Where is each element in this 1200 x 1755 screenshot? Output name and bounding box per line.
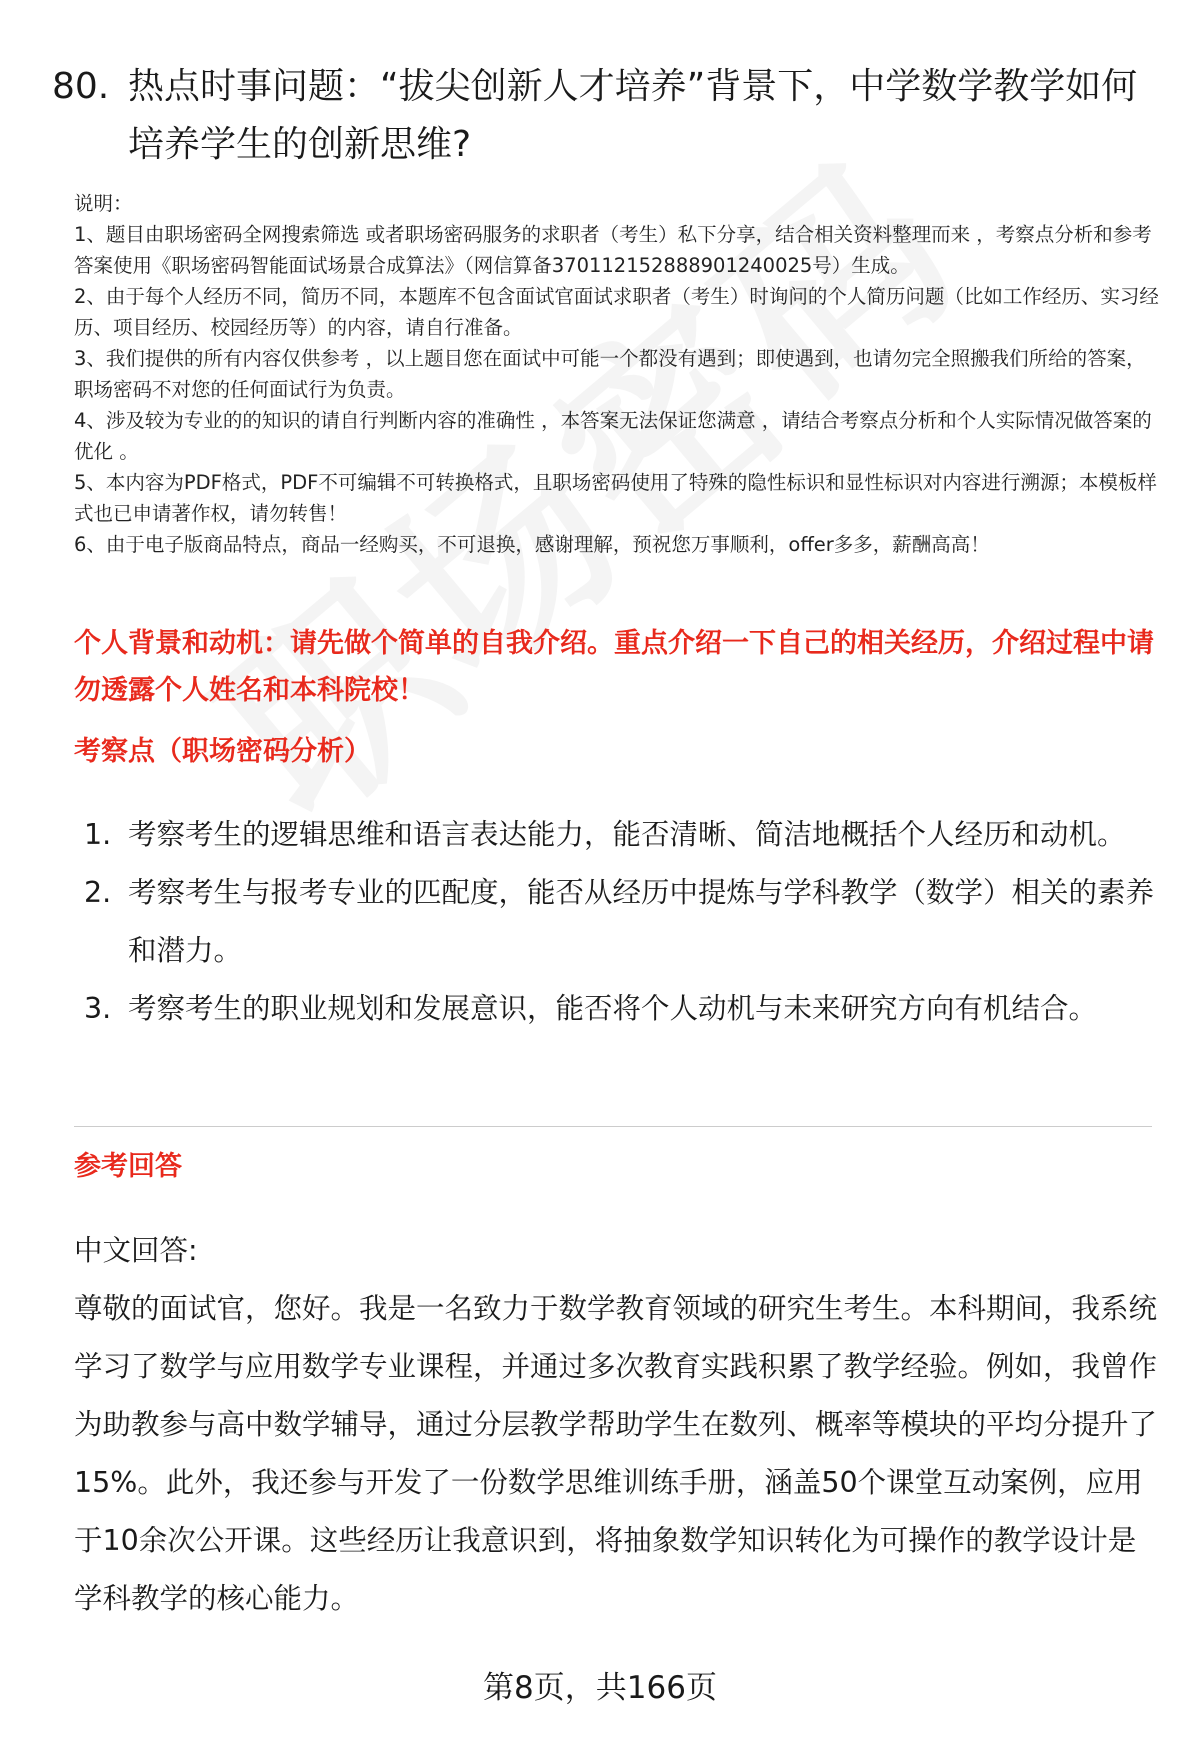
question-number: 80. bbox=[52, 66, 110, 107]
notes-item: 4、涉及较为专业的的知识的请自行判断内容的准确性 ，本答案无法保证您满意 ，请结合考察点分析和个人实际情况做答案的优化 。 bbox=[74, 409, 1152, 463]
notes-item: 6、由于电子版商品特点，商品一经购买，不可退换，感谢理解，预祝您万事顺利，offer多多，薪酬高高！ bbox=[74, 533, 990, 556]
page-footer: 第8页，共166页 bbox=[483, 1670, 717, 1706]
analysis-heading: 考察点（职场密码分析） bbox=[74, 736, 371, 767]
notes-item: 2、由于每个人经历不同，简历不同，本题库不包含面试官面试求职者（考生）时询问的个人简历问题（比如工作经历、实习经历、项目经历、校园经历等）的内容，请自行准备。 bbox=[74, 285, 1159, 339]
answer-label: 中文回答: bbox=[74, 1234, 198, 1267]
point-number: 1. bbox=[84, 818, 112, 851]
analysis-points bbox=[84, 806, 1164, 1038]
notes-item: 3、我们提供的所有内容仅供参考 ，以上题目您在面试中可能一个都没有遇到；即使遇到，也请勿完全照搬我们所给的答案，职场密码不对您的任何面试行为负责。 bbox=[74, 347, 1146, 401]
answer-heading: 参考回答 bbox=[74, 1151, 182, 1182]
point-text: 考察考生的职业规划和发展意识，能否将个人动机与未来研究方向有机结合。 bbox=[128, 992, 1098, 1025]
answer-block bbox=[74, 1222, 1164, 1628]
point-text: 考察考生的逻辑思维和语言表达能力，能否清晰、简洁地概括个人经历和动机。 bbox=[128, 818, 1126, 851]
point-number: 3. bbox=[84, 992, 112, 1025]
notes-title: 说明： bbox=[74, 192, 133, 215]
point-number: 2. bbox=[84, 876, 112, 909]
answer-body: 尊敬的面试官，您好。我是一名致力于数学教育领域的研究生考生。本科期间，我系统学习了数学与应用数学专业课程，并通过多次教育实践积累了教学经验。例如，我曾作为助教参与高中数学辅导，通过分层教学帮助学生在数列、概率等模块的平均分提升了15%。此外，我还参与开发了一份数学思维训练手册，涵盖50个课堂互动案例，应用于10余次公开课。这些经历让我意识到，将抽象数学知识转化为可操作的教学设计是学科教学的核心能力。 bbox=[74, 1292, 1158, 1615]
notes-item: 1、题目由职场密码全网搜索筛选 或者职场密码服务的求职者（考生）私下分享，结合相关资料整理而来 ，考察点分析和参考答案使用《职场密码智能面试场景合成算法》（网信算备370112152888901240025号）生成。 bbox=[74, 223, 1152, 277]
intro-question: 个人背景和动机：请先做个简单的自我介绍。重点介绍一下自己的相关经历，介绍过程中请勿透露个人姓名和本科院校！ bbox=[74, 628, 1154, 706]
question-title bbox=[52, 58, 1152, 174]
section-divider bbox=[74, 1126, 1152, 1127]
question-text: 热点时事问题：“拔尖创新人才培养”背景下，中学数学教学如何培养学生的创新思维? bbox=[128, 66, 1138, 165]
analysis-point bbox=[84, 864, 1164, 980]
analysis-point bbox=[84, 980, 1164, 1038]
notes-block bbox=[74, 188, 1164, 560]
analysis-point bbox=[84, 806, 1164, 864]
notes-item: 5、本内容为PDF格式，PDF不可编辑不可转换格式，且职场密码使用了特殊的隐性标识和显性标识对内容进行溯源；本模板样式也已申请著作权，请勿转售！ bbox=[74, 471, 1157, 525]
point-text: 考察考生与报考专业的匹配度，能否从经历中提炼与学科教学（数学）相关的素养和潜力。 bbox=[128, 876, 1155, 967]
